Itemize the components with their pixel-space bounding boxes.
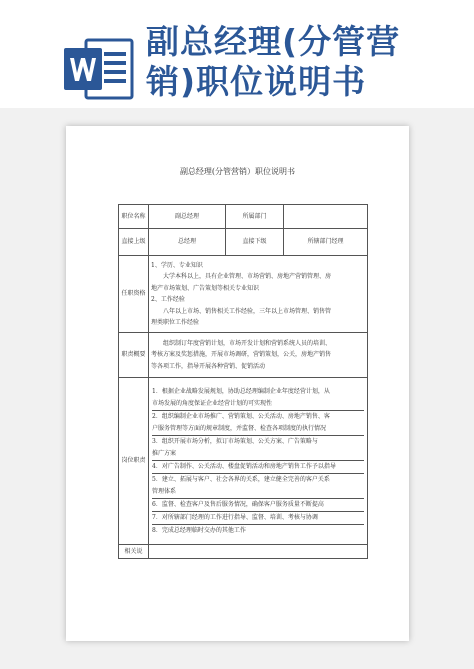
summary-label: 职责概要	[119, 333, 149, 378]
duty-item	[152, 436, 364, 461]
duties-label: 岗位职责	[119, 378, 149, 545]
related-label: 相关说	[119, 545, 149, 559]
duty-item	[152, 411, 364, 436]
qualification-line: 八年以上市场、销售相关工作经验，三年以上市场管理、销售管	[163, 307, 332, 315]
duty-line: 户服务管理等方面的规章制度，并监督、检查各项制度的执行情况	[152, 424, 327, 432]
related-content	[149, 545, 368, 559]
duty-item	[152, 386, 364, 411]
duty-line: 管理体系	[152, 487, 177, 495]
table-row	[119, 229, 368, 256]
page-title-line-2: 销)职位说明书	[146, 62, 367, 101]
duty-item	[152, 512, 364, 525]
table-row	[119, 378, 368, 545]
duty-line: 市场发展的角度保证企业经营计划的可实现性	[152, 399, 273, 407]
duty-line: 6．监督、检查客户及售后服务情况，确保客户服务质量不断提高	[152, 500, 324, 508]
table-row	[119, 205, 368, 229]
position-name-label: 职位名称	[119, 205, 149, 229]
duty-line: 2．组织编制企业市场推广、营销策划、公关活动、房地产销售、客	[152, 412, 330, 420]
job-description-table	[118, 204, 368, 559]
duty-line: 5．建立、拓展与客户、社会各界的关系，建立健全完善的客户关系	[152, 475, 330, 483]
summary-content	[149, 333, 368, 378]
duty-item	[152, 525, 364, 537]
summary-line: 等各项工作，指导开展各种营销、促销活动	[151, 362, 266, 370]
table-row	[119, 333, 368, 378]
document-title: 副总经理(分管营销）职位说明书	[179, 167, 296, 176]
duty-item	[152, 499, 364, 512]
summary-line: 组织制订年度营销计划，市场开发计划和营销系统人员的培训、	[163, 339, 332, 347]
duty-line: 4．对广告制作、公关活动、楼盘促销活动和房地产销售工作予以指导	[152, 462, 336, 470]
direct-subordinate-label: 直接下级	[226, 229, 284, 256]
duty-line: 推广方案	[152, 449, 177, 457]
qualification-line: 2、工作经验	[151, 296, 185, 303]
page-title-line-1: 副总经理(分管营	[146, 22, 401, 61]
duty-item	[152, 461, 364, 474]
qualification-line: 大学本科以上，具有企业管理、市场营销、房地产营销管理、房	[163, 273, 332, 280]
qualification-line: 地产市场策划、广告策划等相关专业知识	[151, 284, 260, 292]
qualification-line: 1、学历、专业知识	[151, 261, 203, 269]
direct-superior-label: 直接上级	[119, 229, 149, 256]
department-label: 所属部门	[226, 205, 284, 229]
department-value	[284, 205, 368, 229]
table-row	[119, 545, 368, 559]
table-row	[119, 256, 368, 333]
qualification-line: 理类职位工作经验	[151, 319, 200, 326]
direct-subordinate-value: 所辖部门经理	[284, 229, 368, 256]
qualification-content	[149, 256, 368, 333]
duty-item	[152, 474, 364, 499]
duty-line: 7．对所辖部门经理的工作进行指导、监督、培训、考核与协调	[152, 513, 318, 521]
direct-superior-value: 总经理	[149, 229, 226, 256]
qualification-label: 任职资格	[119, 256, 149, 333]
summary-line: 考核方案及奖惩措施，开展市场调研，营销策划，公关，房地产销售	[151, 351, 332, 359]
duty-line: 3．组织开展市场分析，拟订市场策划、公关方案、广告策略与	[152, 437, 318, 445]
duty-line: 1．根据企业战略发展规划，协助总经理编制企业年度经营计划，从	[152, 387, 330, 395]
position-name-value: 副总经理	[149, 205, 226, 229]
duties-content	[149, 378, 368, 545]
word-document-icon	[62, 38, 134, 100]
page-title	[146, 22, 466, 102]
duty-line: 8．完成总经理临时交办的其他工作	[152, 526, 246, 534]
document-page	[66, 126, 409, 641]
page-header	[0, 0, 474, 122]
